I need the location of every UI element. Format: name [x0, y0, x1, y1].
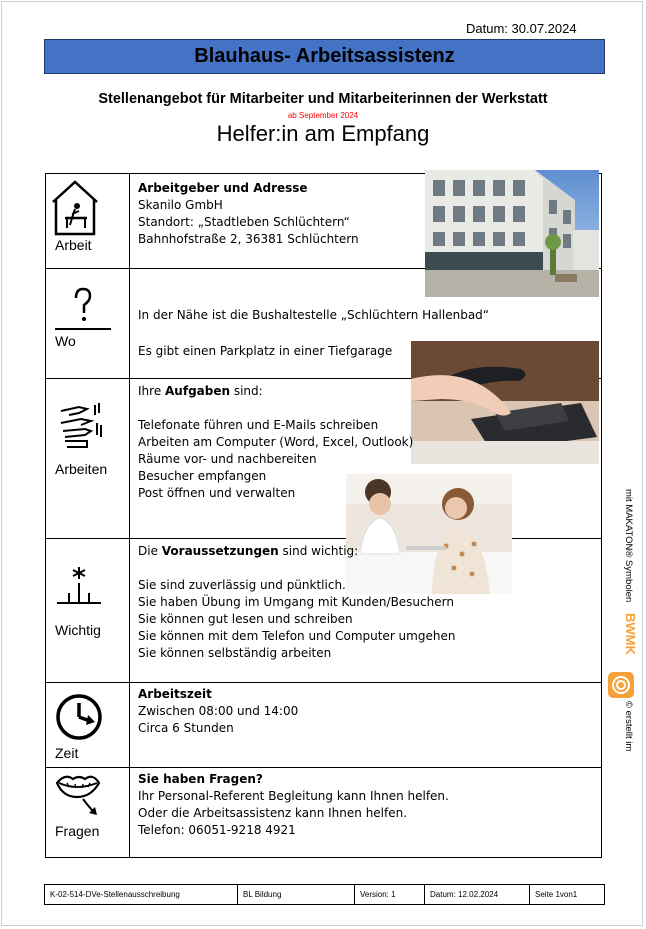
- building-photo: [425, 170, 599, 297]
- info-table: [45, 173, 602, 857]
- column-divider: [129, 173, 130, 857]
- tasks-intro-bold: Aufgaben: [165, 384, 231, 398]
- requirement-item: Sie können gut lesen und schreiben: [138, 612, 353, 626]
- tasks-intro-pre: Ihre: [138, 384, 166, 398]
- parking-line: Es gibt einen Parkplatz in einer Tiefgarage: [138, 344, 393, 358]
- requirement-item: Sie können selbständig arbeiten: [138, 646, 332, 660]
- employer-line: Skanilo GmbH: [138, 198, 223, 212]
- job-title: Helfer:in am Empfang: [216, 121, 430, 146]
- work-time-heading: Arbeitszeit: [138, 687, 212, 701]
- task-item: Telefonate führen und E-Mails schreiben: [138, 418, 379, 432]
- question-mark-icon: [55, 286, 111, 338]
- working-hands-icon: [57, 401, 107, 453]
- row-label-arbeiten: Arbeiten: [55, 461, 108, 477]
- reception-photo: [346, 474, 512, 594]
- bwmk-logo-icon: [608, 672, 634, 698]
- requirements-intro-bold: Voraussetzungen: [161, 544, 279, 558]
- attribution-brand: BWMK: [623, 613, 638, 655]
- telephone-photo: [411, 341, 599, 464]
- questions-text: [138, 771, 449, 839]
- bwmk-attribution: [612, 485, 640, 775]
- footer-doc-id: K-02-514-DVe-Stellenausschreibung: [45, 885, 238, 904]
- questions-heading: Sie haben Fragen?: [138, 772, 263, 786]
- footer-version: Version: 1: [355, 885, 425, 904]
- location-line: In der Nähe ist die Bushaltestelle „Schlüchtern Hallenbad“: [138, 308, 490, 322]
- requirements-intro-pre: Die: [138, 544, 162, 558]
- clock-icon: [55, 693, 103, 745]
- employer-heading: Arbeitgeber und Adresse: [138, 181, 308, 195]
- attribution-prefix: © erstellt im: [623, 701, 634, 752]
- page-title: Blauhaus- Arbeitsassistenz: [44, 39, 605, 74]
- row-label-arbeit: Arbeit: [55, 237, 92, 253]
- start-date-note: ab September 2024: [287, 111, 359, 120]
- task-item: Post öffnen und verwalten: [138, 486, 296, 500]
- row-label-wichtig: Wichtig: [55, 622, 101, 638]
- employer-line: Standort: „Stadtleben Schlüchtern“: [138, 215, 350, 229]
- work-time-line: Circa 6 Stunden: [138, 721, 234, 735]
- page-subtitle: Stellenangebot für Mitarbeiter und Mitarbeiterinnen der Werkstatt: [98, 91, 548, 107]
- requirements-list: [138, 577, 455, 662]
- row-divider: [45, 857, 602, 858]
- document-footer: [44, 884, 605, 905]
- attribution-suffix: mit MAKATON® Symbolen: [623, 489, 634, 603]
- work-time-line: Zwischen 08:00 und 14:00: [138, 704, 299, 718]
- tasks-intro-post: sind:: [230, 384, 263, 398]
- requirement-item: Sie haben Übung im Umgang mit Kunden/Besuchern: [138, 595, 454, 609]
- questions-line: Telefon: 06051-9218 4921: [138, 823, 296, 837]
- row-label-zeit: Zeit: [55, 745, 79, 761]
- footer-page: Seite 1von1: [535, 890, 578, 899]
- row-label-fragen: Fragen: [55, 823, 100, 839]
- task-item: Räume vor- und nachbereiten: [138, 452, 317, 466]
- workplace-house-icon: [51, 178, 99, 240]
- work-time-text: [138, 686, 298, 737]
- speaking-mouth-icon: [55, 771, 105, 821]
- requirement-item: Sie können mit dem Telefon und Computer umgehen: [138, 629, 456, 643]
- task-item: Besucher empfangen: [138, 469, 267, 483]
- task-item: Arbeiten am Computer (Word, Excel, Outlook): [138, 435, 414, 449]
- footer-date: Datum: 12.02.2024: [425, 885, 530, 904]
- questions-line: Ihr Personal-Referent Begleitung kann Ihnen helfen.: [138, 789, 449, 803]
- column-divider: [601, 173, 602, 857]
- important-star-icon: [55, 565, 103, 609]
- requirements-intro-post: sind wichtig:: [278, 544, 359, 558]
- requirement-item: Sie sind zuverlässig und pünktlich.: [138, 578, 346, 592]
- employer-text: [138, 180, 359, 248]
- column-divider: [45, 173, 46, 857]
- tasks-intro: [138, 383, 263, 400]
- employer-line: Bahnhofstraße 2, 36381 Schlüchtern: [138, 232, 359, 246]
- requirements-intro: [138, 543, 358, 560]
- row-label-wo: Wo: [55, 333, 76, 349]
- questions-line: Oder die Arbeitsassistenz kann Ihnen helfen.: [138, 806, 408, 820]
- document-date: Datum: 30.07.2024: [466, 21, 577, 36]
- footer-department: BL Bildung: [238, 885, 355, 904]
